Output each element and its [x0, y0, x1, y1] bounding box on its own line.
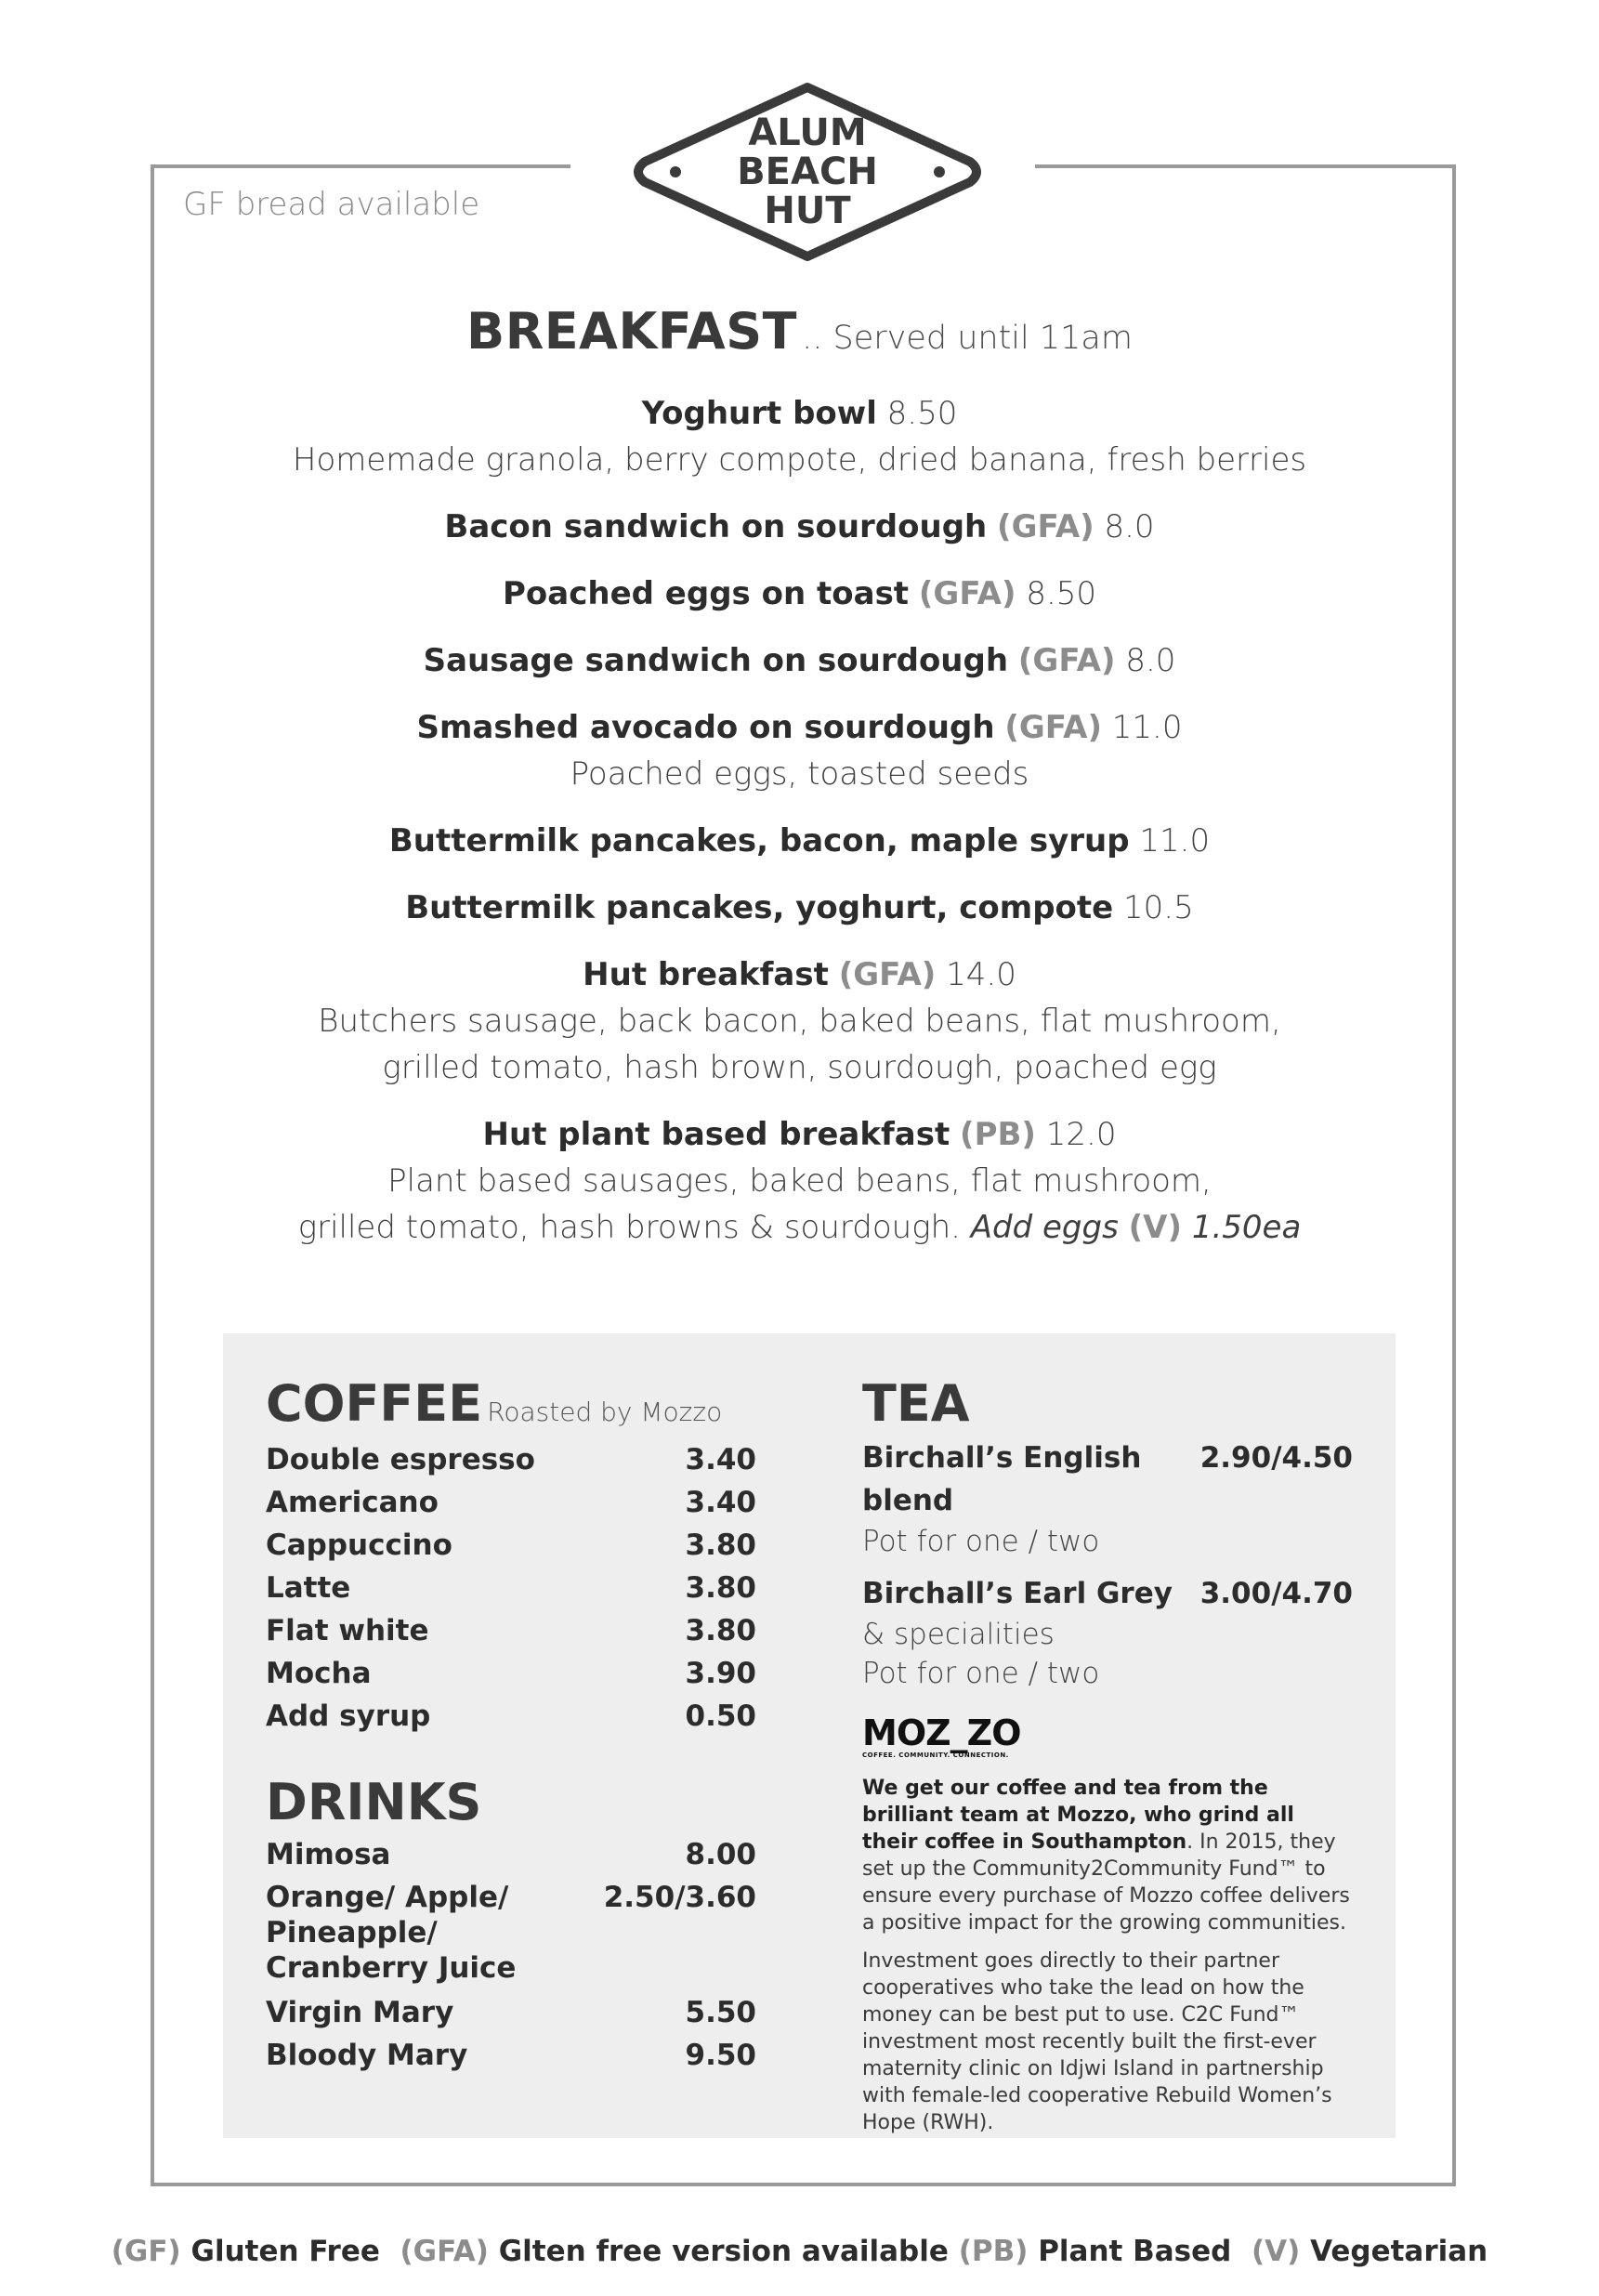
- legend-v-tag: (V): [1251, 2235, 1301, 2268]
- breakfast-title: BREAKFAST: [466, 302, 798, 361]
- drinks-row: [266, 1991, 756, 2034]
- logo-line-1: ALUM: [748, 112, 867, 154]
- breakfast-heading: [0, 302, 1599, 361]
- coffee-name: Double espresso: [266, 1443, 535, 1476]
- coffee-name: Cappuccino: [266, 1528, 452, 1562]
- coffee-row: [266, 1609, 756, 1652]
- tea-name: Birchall’s Earl Grey: [862, 1577, 1173, 1610]
- coffee-name: Add syrup: [266, 1699, 431, 1733]
- drink-price: 2.50/3.60: [603, 1881, 756, 1914]
- coffee-title: COFFEE: [266, 1374, 483, 1433]
- item-name: Hut breakfast: [583, 956, 829, 993]
- drinks-row: [266, 1880, 756, 1986]
- drinks-row: [266, 1833, 756, 1876]
- item-price: 8.50: [1026, 575, 1097, 612]
- item-price: 11.0: [1139, 822, 1211, 859]
- item-name: Buttermilk pancakes, bacon, maple syrup: [388, 822, 1130, 859]
- coffee-subtitle: Roasted by Mozzo: [487, 1397, 723, 1427]
- tea-note-2: Pot for one / two: [862, 1657, 1100, 1690]
- item-name: Poached eggs on toast: [502, 575, 910, 612]
- menu-item: [0, 818, 1599, 864]
- mozzo-bold-text: We get our coffee and tea from the brilliant team at Mozzo, who grind all their coffee in Southampton: [862, 1777, 1294, 1854]
- item-price: 8.50: [886, 395, 958, 432]
- item-price: 8.0: [1104, 508, 1155, 545]
- mozzo-tagline: COFFEE. COMMUNITY. CONNECTION.: [862, 1752, 1009, 1759]
- mozzo-logo: MOZ_ZO: [862, 1712, 1021, 1753]
- logo-dot-right: [934, 166, 945, 177]
- item-name: Yoghurt bowl: [641, 395, 877, 432]
- item-desc: Homemade granola, berry compote, dried banana, fresh berries: [292, 441, 1307, 479]
- item-desc: Poached eggs, toasted seeds: [570, 755, 1029, 793]
- drink-price: 9.50: [685, 2039, 756, 2072]
- item-tag: (PB): [960, 1116, 1036, 1153]
- logo-line-3: HUT: [764, 190, 851, 232]
- tea-price: 3.00/4.70: [1199, 1577, 1353, 1610]
- item-name: Buttermilk pancakes, yoghurt, compote: [405, 889, 1114, 926]
- item-tag: (GFA): [1004, 709, 1102, 746]
- menu-item: [0, 571, 1599, 617]
- legend-gf-tag: (GF): [111, 2235, 181, 2268]
- menu-item: [0, 390, 1599, 483]
- item-price: 10.5: [1123, 889, 1194, 926]
- breakfast-list: [0, 390, 1599, 1271]
- coffee-row: [266, 1652, 756, 1695]
- add-eggs-price: 1.50ea: [1191, 1209, 1302, 1246]
- item-name: Smashed avocado on sourdough: [416, 709, 995, 746]
- item-tag: (GFA): [918, 575, 1016, 612]
- legend-gfa-label: Glten free version available: [498, 2235, 949, 2268]
- dietary-legend: [0, 2235, 1599, 2268]
- mozzo-paragraph-1: [862, 1775, 1355, 1936]
- item-price: 14.0: [946, 956, 1016, 993]
- mozzo-logo-block: [862, 1712, 1353, 1760]
- coffee-name: Mocha: [266, 1657, 372, 1690]
- item-tag: (GFA): [838, 956, 937, 993]
- coffee-name: Latte: [266, 1571, 351, 1605]
- coffee-price: 3.40: [685, 1486, 756, 1519]
- legend-gf-label: Gluten Free: [190, 2235, 380, 2268]
- item-price: 12.0: [1045, 1116, 1117, 1153]
- item-price: 11.0: [1111, 709, 1183, 746]
- coffee-row: [266, 1524, 756, 1567]
- drinks-panel: [223, 1333, 1396, 2138]
- menu-item: [0, 885, 1599, 931]
- coffee-price: 3.80: [685, 1571, 756, 1605]
- drink-price: 5.50: [685, 1996, 756, 2029]
- item-tag: (GFA): [1017, 642, 1116, 679]
- logo-dot-left: [670, 166, 681, 177]
- tea-note: Pot for one / two: [862, 1525, 1100, 1558]
- legend-pb-tag: (PB): [958, 2235, 1029, 2268]
- item-name: Bacon sandwich on sourdough: [444, 508, 988, 545]
- add-eggs-label: Add eggs: [970, 1209, 1119, 1246]
- drink-name: Virgin Mary: [266, 1996, 454, 2029]
- item-desc: Butchers sausage, back bacon, baked beans, flat mushroom,: [318, 1003, 1281, 1040]
- coffee-price: 3.80: [685, 1614, 756, 1647]
- breakfast-subtitle: .. Served until 11am: [802, 320, 1133, 357]
- coffee-drinks-column: [266, 1374, 756, 2077]
- coffee-price: 0.50: [685, 1699, 756, 1733]
- tea-row: [862, 1437, 1353, 1522]
- add-eggs-tag: (V): [1128, 1209, 1183, 1246]
- mozzo-rest-text: . In 2015, they set up the Community2Community Fund™ to ensure every purchase of Mozzo coffee delivers a positive impact for the growing communities.: [862, 1830, 1350, 1935]
- menu-item: [0, 951, 1599, 1091]
- tea-name: Birchall’s English blend: [862, 1441, 1142, 1517]
- drink-name: Orange/ Apple/ Pineapple/ Cranberry Juice: [266, 1881, 517, 1985]
- coffee-price: 3.90: [685, 1657, 756, 1690]
- coffee-price: 3.40: [685, 1443, 756, 1476]
- drinks-title: DRINKS: [266, 1773, 482, 1831]
- coffee-row: [266, 1438, 756, 1481]
- drinks-row: [266, 2034, 756, 2077]
- item-price: 8.0: [1125, 642, 1176, 679]
- drink-price: 8.00: [685, 1838, 756, 1871]
- item-name: Sausage sandwich on sourdough: [423, 642, 1009, 679]
- coffee-row: [266, 1695, 756, 1738]
- item-name: Hut plant based breakfast: [482, 1116, 950, 1153]
- item-desc: Plant based sausages, baked beans, flat mushroom,: [387, 1162, 1212, 1200]
- coffee-row: [266, 1567, 756, 1609]
- coffee-name: Americano: [266, 1486, 439, 1519]
- legend-pb-label: Plant Based: [1038, 2235, 1232, 2268]
- coffee-row: [266, 1481, 756, 1524]
- item-desc-2: grilled tomato, hash brown, sourdough, poached egg: [382, 1049, 1217, 1086]
- tea-column: [862, 1374, 1353, 2136]
- tea-price: 2.90/4.50: [1199, 1441, 1353, 1475]
- item-desc-2: grilled tomato, hash browns & sourdough.: [297, 1209, 961, 1246]
- item-tag: (GFA): [997, 508, 1094, 545]
- menu-item: [0, 504, 1599, 550]
- drink-name: Bloody Mary: [266, 2039, 468, 2072]
- tea-title: TEA: [862, 1374, 970, 1433]
- tea-row: [862, 1572, 1353, 1615]
- drink-name: Mimosa: [266, 1838, 391, 1871]
- logo-line-2: BEACH: [737, 151, 878, 193]
- legend-gfa-tag: (GFA): [400, 2235, 489, 2268]
- mozzo-paragraph-2: Investment goes directly to their partner cooperatives who take the lead on how the money can be best put to use. C2C Fund™ investment most recently built the first-ever maternity clinic on Idjwi Island in partnership with female-led cooperative Rebuild Women’s Hope (RWH).: [862, 1949, 1332, 2134]
- tea-note: & specialities: [862, 1618, 1055, 1651]
- menu-item: [0, 704, 1599, 797]
- coffee-price: 3.80: [685, 1528, 756, 1562]
- menu-item: [0, 637, 1599, 684]
- gf-bread-note: GF bread available: [183, 186, 480, 223]
- legend-v-label: Vegetarian: [1310, 2235, 1488, 2268]
- menu-item: [0, 1111, 1599, 1251]
- coffee-name: Flat white: [266, 1614, 429, 1647]
- alum-beach-hut-logo: [632, 82, 983, 262]
